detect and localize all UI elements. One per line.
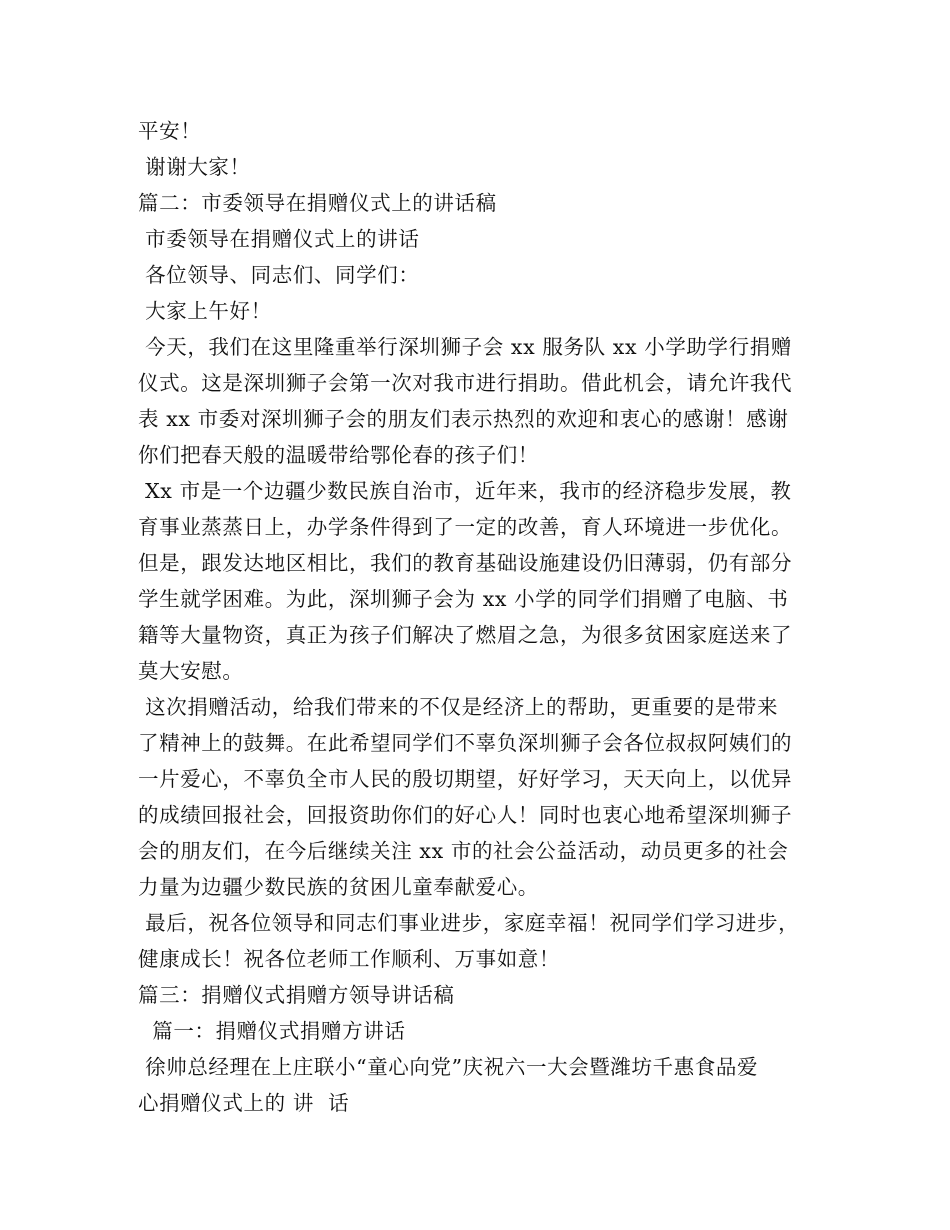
- paragraph-line: 籍等大量物资，真正为孩子们解决了燃眉之急，为很多贫困家庭送来了: [138, 623, 793, 647]
- paragraph-line: 的成绩回报社会，回报资助你们的好心人！同时也衷心地希望深圳狮子: [138, 803, 793, 827]
- paragraph-line: 今天，我们在这里隆重举行深圳狮子会 xx 服务队 xx 小学助学行捐赠: [138, 335, 792, 359]
- paragraph-line: 健康成长！祝各位老师工作顺利、万事如意！: [138, 947, 560, 971]
- paragraph-line: 这次捐赠活动，给我们带来的不仅是经济上的帮助，更重要的是带来: [138, 695, 779, 719]
- paragraph-line: Xx 市是一个边疆少数民族自治市，近年来，我市的经济稳步发展，教: [138, 479, 792, 503]
- text-line: 平安！: [138, 119, 202, 143]
- subsection-heading: 篇一：捐赠仪式捐赠方讲话: [138, 1019, 406, 1043]
- paragraph-line: 但是，跟发达地区相比，我们的教育基础设施建设仍旧薄弱，仍有部分: [138, 551, 793, 575]
- paragraph-line: 你们把春天般的温暖带给鄂伦春的孩子们！: [138, 443, 539, 467]
- paragraph-line: 育事业蒸蒸日上，办学条件得到了一定的改善，育人环境进一步优化。: [138, 515, 793, 539]
- paragraph-line: 力量为边疆少数民族的贫困儿童奉献爱心。: [138, 875, 539, 899]
- section-heading: 篇二：市委领导在捐赠仪式上的讲话稿: [138, 191, 497, 215]
- greeting: 大家上午好！: [138, 299, 272, 323]
- text-line: 谢谢大家！: [138, 155, 251, 179]
- paragraph-line: 莫大安慰。: [138, 659, 244, 683]
- paragraph-line: 学生就学困难。为此，深圳狮子会为 xx 小学的同学们捐赠了电脑、书: [138, 587, 789, 611]
- document-body: [138, 113, 828, 1121]
- paragraph-line: 最后，祝各位领导和同志们事业进步，家庭幸福！祝同学们学习进步，: [138, 911, 800, 935]
- salutation: 各位领导、同志们、同学们：: [138, 263, 420, 287]
- paragraph-line: 了精神上的鼓舞。在此希望同学们不辜负深圳狮子会各位叔叔阿姨们的: [138, 731, 793, 755]
- paragraph-line: 表 xx 市委对深圳狮子会的朋友们表示热烈的欢迎和衷心的感谢！感谢: [138, 407, 789, 431]
- paragraph-line: 心捐赠仪式上的 讲 话: [138, 1091, 350, 1115]
- speech-title: 市委领导在捐赠仪式上的讲话: [138, 227, 420, 251]
- paragraph-line: 徐帅总经理在上庄联小“童心向党”庆祝六一大会暨潍坊千惠食品爱: [138, 1055, 759, 1079]
- paragraph-line: 一片爱心，不辜负全市人民的殷切期望，好好学习，天天向上，以优异: [138, 767, 793, 791]
- paragraph-line: 仪式。这是深圳狮子会第一次对我市进行捐助。借此机会，请允许我代: [138, 371, 793, 395]
- section-heading: 篇三：捐赠仪式捐赠方领导讲话稿: [138, 983, 455, 1007]
- paragraph-line: 会的朋友们，在今后继续关注 xx 市的社会公益活动，动员更多的社会: [138, 839, 789, 863]
